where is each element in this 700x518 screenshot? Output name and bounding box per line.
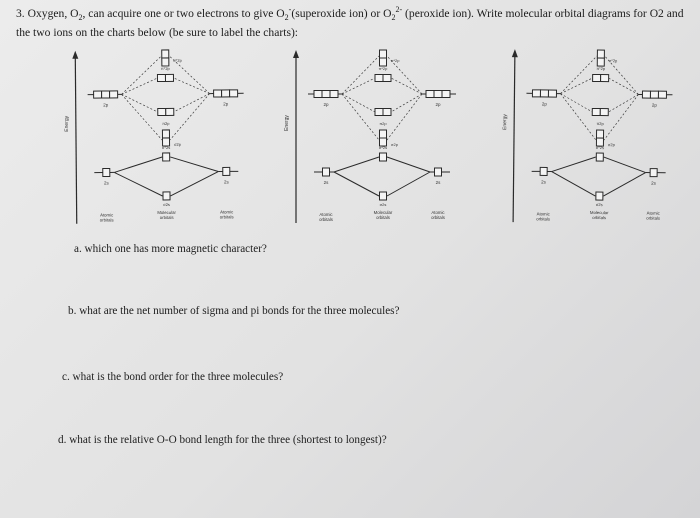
molecular-orbitals-label: orbitals — [159, 214, 174, 221]
sigma-2p-label: σ2p — [174, 141, 181, 147]
mo-diagram-svg — [499, 47, 691, 229]
subquestion-c: c. what is the bond order for the three molecules? — [62, 371, 284, 383]
pi-star-2p-label: π*2p — [160, 65, 170, 72]
correlation-line — [391, 78, 422, 94]
atomic-2p-orbital-left — [330, 91, 338, 98]
atomic-2p-orbital-left — [314, 91, 322, 98]
atomic-orbitals-label-left: Atomic — [319, 212, 333, 217]
atomic-2p-orbital-right — [658, 91, 666, 98]
atomic-2p-orbital-left — [548, 90, 556, 97]
sigma-2p-label: σ2p — [391, 142, 398, 147]
sigma-star-2p-orbital — [162, 50, 169, 58]
sigma-2p-orbital — [162, 130, 169, 138]
correlation-line — [342, 78, 375, 94]
sigma-star-2p-label: σ*2p — [391, 58, 400, 63]
subquestion-a: a. which one has more magnetic character? — [74, 243, 267, 255]
atomic-2p-orbital-left — [102, 91, 110, 98]
sigma-star-2p-label: σ*2p — [173, 57, 182, 63]
mo-diagram-chart-2 — [276, 48, 476, 228]
atomic-2s-label-right: 2s — [435, 180, 441, 185]
correlation-line — [560, 56, 596, 94]
atomic-2p-orbital-right — [222, 90, 230, 97]
mo-diagram-group — [63, 49, 245, 224]
subquestion-b: b. what are the net number of sigma and pi bonds for the three molecules? — [68, 305, 400, 317]
pi-2p-orbital — [383, 109, 391, 116]
sigma-star-2s-orbital — [596, 153, 603, 161]
question-header: 3. Oxygen, $O_2$, can acquire one or two electrons to give $O_2^-(superoxide$ ion) or $O_2^{2-}$ (peroxide ion). Write molecular orbital diagrams for O2 and the two ions on the charts below (be sure to label the charts): — [16, 5, 684, 40]
correlation-line — [121, 78, 157, 94]
atomic-orbitals-label-right: orbitals — [431, 215, 445, 220]
pi-2p-label: π2p — [596, 121, 604, 127]
atomic-orbitals-label-left: orbitals — [319, 217, 333, 222]
correlation-line-2s — [334, 157, 379, 172]
mo-diagram-group — [501, 49, 673, 224]
atomic-orbitals-label-right: Atomic — [431, 210, 445, 215]
correlation-line — [342, 94, 379, 140]
pi-2p-label: π2p — [379, 121, 387, 126]
sigma-2s-orbital — [380, 192, 387, 200]
mo-diagram-group — [284, 50, 456, 223]
atomic-2p-orbital-right — [642, 91, 650, 98]
atomic-orbitals-label-left: Atomic — [536, 211, 550, 217]
atomic-orbitals-label-right: orbitals — [646, 215, 661, 221]
pi-2p-orbital — [375, 109, 383, 116]
sigma-2s-label: σ2s — [163, 201, 170, 207]
molecular-orbitals-label: Molecular — [157, 209, 176, 216]
atomic-2s-label-right: 2s — [223, 179, 229, 185]
sigma-star-2s-orbital — [163, 153, 170, 161]
atomic-2p-orbital-left — [94, 91, 102, 98]
correlation-line — [122, 94, 162, 140]
atomic-2p-orbital-right — [230, 90, 238, 97]
sigma-star-2p-orbital — [380, 50, 387, 58]
correlation-line — [391, 94, 422, 112]
atomic-2p-label-left: 2p — [103, 102, 109, 108]
correlation-line-2s — [552, 157, 596, 172]
correlation-line-2s — [334, 172, 379, 196]
atomic-orbitals-label-left: orbitals — [99, 217, 114, 223]
atomic-2p-orbital-right — [442, 91, 450, 98]
molecular-orbitals-label: orbitals — [592, 214, 607, 221]
mo-diagram-chart-1 — [61, 47, 263, 229]
atomic-2s-label-left: 2s — [323, 180, 329, 185]
correlation-line — [173, 78, 209, 94]
atomic-2p-label-left: 2p — [323, 102, 329, 107]
pi-star-2p-orbital — [375, 75, 383, 82]
atomic-2s-orbital-right — [223, 167, 230, 175]
atomic-orbitals-label-left: Atomic — [100, 212, 114, 218]
question-text-1: Oxygen, O — [27, 6, 79, 20]
atomic-2p-label-right: 2p — [651, 102, 657, 108]
atomic-2s-orbital-right — [650, 169, 657, 177]
correlation-line — [174, 94, 210, 112]
sigma-2p-orbital — [596, 130, 603, 138]
pi-2p-orbital — [592, 108, 600, 115]
sigma-star-2p-label: σ*2p — [608, 58, 618, 64]
atomic-2p-orbital-right — [426, 91, 434, 98]
energy-axis-label: Energy — [502, 114, 509, 131]
pi-2p-orbital — [158, 108, 166, 115]
atomic-orbitals-label-left: orbitals — [536, 216, 551, 222]
pi-star-2p-orbital — [593, 74, 601, 81]
energy-axis — [513, 55, 515, 222]
atomic-2s-orbital-right — [435, 168, 442, 176]
atomic-2p-orbital-left — [532, 90, 540, 97]
pi-2p-label: π2p — [162, 120, 170, 126]
correlation-line — [560, 94, 596, 140]
question-text-2: , can acquire one or two electrons to give O — [82, 6, 285, 20]
correlation-line — [121, 56, 161, 94]
sigma-2p-orbital — [380, 130, 387, 138]
molecular-orbitals-label: Molecular — [373, 210, 393, 215]
sigma-star-2p-orbital — [597, 50, 604, 58]
correlation-line — [560, 94, 592, 112]
mo-diagram-svg — [276, 48, 476, 228]
atomic-2p-orbital-right — [434, 91, 442, 98]
pi-star-2p-orbital — [383, 75, 391, 82]
atomic-2p-orbital-left — [322, 91, 330, 98]
sigma-2p-label: σ2p — [607, 142, 615, 148]
correlation-line-2s — [603, 172, 645, 196]
atomic-2p-label-right: 2p — [435, 102, 441, 107]
atomic-2p-orbital-left — [540, 90, 548, 97]
correlation-line-2s — [114, 157, 162, 172]
atomic-2s-label-left: 2s — [103, 180, 109, 186]
sigma-star-2s-label: σ*2s — [378, 145, 388, 150]
atomic-2s-label-left: 2s — [541, 179, 546, 185]
correlation-line-2s — [170, 172, 218, 196]
pi-star-2p-orbital — [601, 75, 609, 82]
pi-star-2p-label: π*2p — [378, 66, 388, 71]
pi-star-2p-orbital — [157, 74, 165, 81]
molecular-orbitals-label: orbitals — [376, 215, 390, 220]
pi-star-2p-label: π*2p — [596, 66, 606, 72]
correlation-line-2s — [551, 172, 595, 196]
mo-diagram-chart-3 — [499, 47, 691, 229]
atomic-orbitals-label-right: Atomic — [646, 210, 660, 216]
sigma-star-2p-orbital — [162, 58, 169, 66]
atomic-2p-orbital-right — [650, 91, 658, 98]
correlation-line — [342, 94, 375, 112]
atomic-orbitals-label-right: Atomic — [220, 209, 234, 215]
sigma-star-2s-label: σ*2s — [595, 145, 605, 151]
energy-axis-label: Energy — [63, 115, 70, 132]
question-text-3: (superoxide ion) or O — [291, 6, 392, 20]
energy-axis-label: Energy — [284, 115, 290, 131]
subquestion-d: d. what is the relative O-O bond length for the three (shortest to longest)? — [58, 434, 387, 446]
question-text-4: (peroxide ion). Write molecular orbital diagrams for O2 and the two ions on the charts below (be sure to label the charts): — [16, 6, 684, 40]
sigma-2s-orbital — [163, 192, 170, 200]
correlation-line-2s — [604, 157, 646, 172]
atomic-orbitals-label-right: orbitals — [219, 214, 234, 220]
correlation-line — [387, 94, 422, 140]
sigma-star-2p-orbital — [597, 58, 604, 66]
sigma-2s-label: σ2s — [595, 202, 603, 208]
sigma-2s-orbital — [596, 192, 603, 200]
sigma-star-2p-orbital — [380, 58, 387, 66]
pi-star-2p-orbital — [165, 74, 173, 81]
sigma-star-2s-label: σ*2s — [161, 144, 171, 151]
molecular-orbitals-label: Molecular — [589, 209, 609, 216]
mo-diagram-svg — [61, 47, 263, 229]
correlation-line — [608, 94, 638, 112]
correlation-line-2s — [387, 172, 430, 196]
pi-2p-orbital — [166, 108, 174, 115]
correlation-line — [122, 94, 158, 112]
atomic-2s-orbital-left — [323, 168, 330, 176]
atomic-2s-label-right: 2s — [651, 180, 656, 186]
correlation-line — [560, 78, 592, 94]
sigma-star-2s-orbital — [380, 153, 387, 161]
correlation-line — [170, 94, 210, 140]
correlation-line — [342, 56, 379, 94]
correlation-line — [604, 94, 638, 140]
atomic-2s-orbital-left — [103, 168, 110, 176]
correlation-line-2s — [114, 172, 162, 196]
correlation-line-2s — [170, 157, 218, 172]
sigma-2s-label: σ2s — [379, 202, 387, 207]
atomic-2p-orbital-right — [214, 90, 222, 97]
correlation-line — [608, 78, 638, 94]
pi-2p-orbital — [600, 109, 608, 116]
atomic-2p-label-left: 2p — [541, 101, 547, 107]
atomic-2s-orbital-left — [540, 167, 547, 175]
question-number: 3. — [16, 6, 25, 20]
atomic-2p-orbital-left — [110, 91, 118, 98]
energy-axis — [75, 57, 76, 224]
correlation-line-2s — [387, 157, 430, 172]
atomic-2p-label-right: 2p — [223, 101, 229, 107]
